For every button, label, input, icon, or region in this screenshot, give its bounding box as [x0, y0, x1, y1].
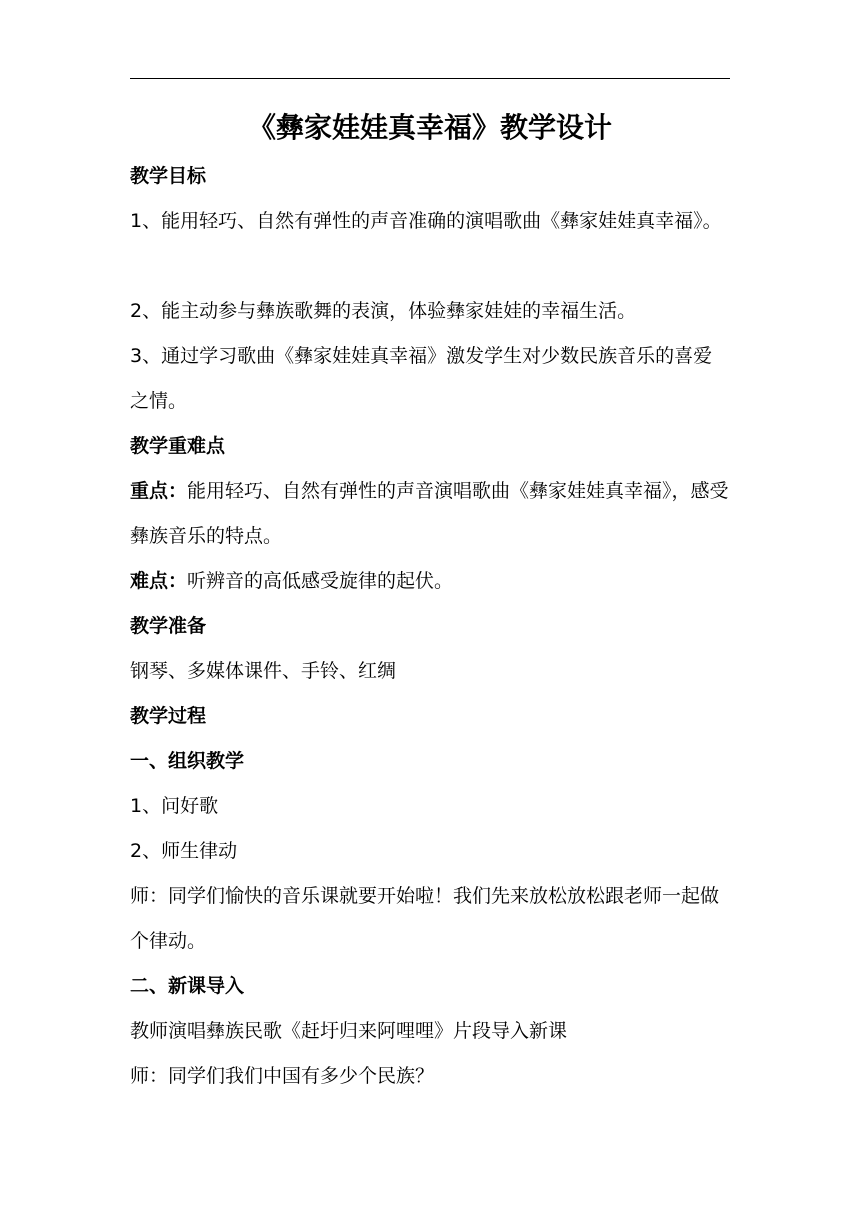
- objective-item-1: 1、能用轻巧、自然有弹性的声音准确的演唱歌曲《彝家娃娃真幸福》。: [130, 210, 722, 232]
- process-heading: 教学过程: [130, 705, 207, 727]
- difficulty-text: 听辨音的高低感受旋律的起伏。: [187, 570, 454, 592]
- difficulty-paragraph: [130, 559, 730, 604]
- process-part1-item-2: 2、师生律动: [130, 840, 238, 862]
- objective-item-2: 2、能主动参与彝族歌舞的表演，体验彝家娃娃的幸福生活。: [130, 300, 637, 322]
- key-point-label: 重点：: [130, 480, 188, 502]
- process-part2-heading: 二、新课导入: [130, 975, 245, 997]
- process-part2-intro: 教师演唱彝族民歌《赶圩归来阿哩哩》片段导入新课: [130, 1020, 568, 1042]
- process-part2-teacher-line: 师：同学们我们中国有多少个民族？: [130, 1065, 435, 1087]
- process-part1-teacher-line: 师：同学们愉快的音乐课就要开始啦！我们先来放松放松跟老师一起做个律动。: [130, 885, 720, 952]
- preparation-heading: 教学准备: [130, 615, 207, 637]
- header-rule: [130, 78, 730, 79]
- difficulty-label: 难点：: [130, 570, 188, 592]
- key-point-paragraph: [130, 469, 730, 559]
- objectives-heading: 教学目标: [130, 165, 207, 187]
- document-title: 《彝家娃娃真幸福》教学设计: [247, 111, 612, 144]
- key-points-heading: 教学重难点: [130, 435, 226, 457]
- process-part1-heading: 一、组织教学: [130, 750, 245, 772]
- document-body: [130, 108, 730, 1099]
- process-part1-item-1: 1、问好歌: [130, 795, 219, 817]
- key-point-text: 能用轻巧、自然有弹性的声音演唱歌曲《彝家娃娃真幸福》，感受彝族音乐的特点。: [130, 480, 729, 547]
- preparation-text: 钢琴、多媒体课件、手铃、红绸: [130, 660, 397, 682]
- objective-item-3: 3、通过学习歌曲《彝家娃娃真幸福》激发学生对少数民族音乐的喜爱之情。: [130, 345, 713, 412]
